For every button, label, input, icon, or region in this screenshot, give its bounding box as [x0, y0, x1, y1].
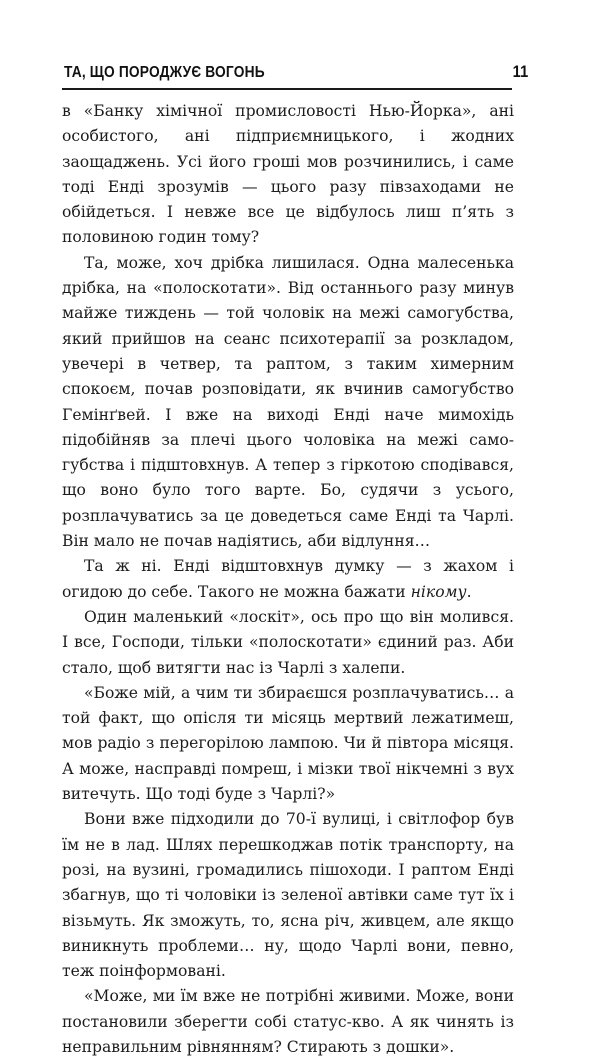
paragraph: «Може, ми їм вже не потрібні живими. Може, вони постановили зберегти собі статус-кво. А як чинять із неправильним рівнянням? Стирають з дошки». — [62, 987, 514, 1056]
paragraph: Один маленький «лоскіт», ось про що він молився. І все, Господи, тільки «полоскотати» єдиний раз. Аби стало, щоб витягти нас із Чарлі з халепи. — [62, 607, 514, 677]
page-number: 11 — [512, 62, 529, 81]
body-text — [62, 99, 514, 1060]
emphasis-text: нікому — [410, 582, 467, 601]
paragraph-text: . — [466, 582, 472, 601]
header-rule — [62, 88, 512, 90]
paragraph — [62, 554, 514, 605]
paragraph: Вони вже підходили до 70-ї вулиці, і світлофор був їм не в лад. Шлях перешкоджав потік транспорту, на розі, на вузині, громадились пішоходи. І раптом Енді збагнув, що ті чоловіки із зеленої автівки саме тут їх і візьмуть. Як зможуть, то, ясна річ, живцем, але якщо виникнуть проблеми… ну, щодо Чарлі вони, певно, теж поінформовані. — [62, 810, 514, 981]
running-header — [64, 58, 528, 82]
paragraph: Та, може, хоч дрібка лишилася. Одна малесенька дрібка, на «полоскотати». Від останнього разу минув майже тиждень — той чоловік на межі самогубства, який прийшов на сеанс психотерапії за розкладом, увечері в четвер, та раптом, з таким химерним спокоєм, почав розповідати, як вчинив самогубство Гемінґвей. І вже на виході Енді наче мимохідь підобійняв за плечі цього чоловіка на межі самогубства і підштовхнув. А тепер з гіркотою сподівався, що воно було того варте. Бо, судячи з усього, розплачуватись за це доведеться саме Енді та Чарлі. Він мало не почав надіятись, аби відлуння… — [62, 253, 514, 551]
paragraph-text: Та ж ні. Енді відштовхнув думку — з жахом і огидою до себе. Такого не можна бажати — [62, 557, 514, 601]
paragraph: «Боже мій, а чим ти збираєшся розплачуватись… а той факт, що опісля ти місяць мертвий лежатимеш, мов радіо з перегорілою лампою. Чи й півтора місяця. А може, насправді помреш, і мізки твої нікчемні з вух витечуть. Що тоді буде з Чарлі?» — [62, 683, 514, 804]
running-title: ТА, ЩО ПОРОДЖУЄ ВОГОНЬ — [64, 64, 265, 81]
paragraph: в «Банку хімічної промисловості Нью-Йорка», ані особистого, ані підприємницького, і жодних заощаджень. Усі його гроші мов розчинились, і саме тоді Енді зрозумів — цього разу півзаходами не обійдеться. І невже все це відбулось лиш п’ять з половиною годин тому? — [62, 102, 514, 247]
